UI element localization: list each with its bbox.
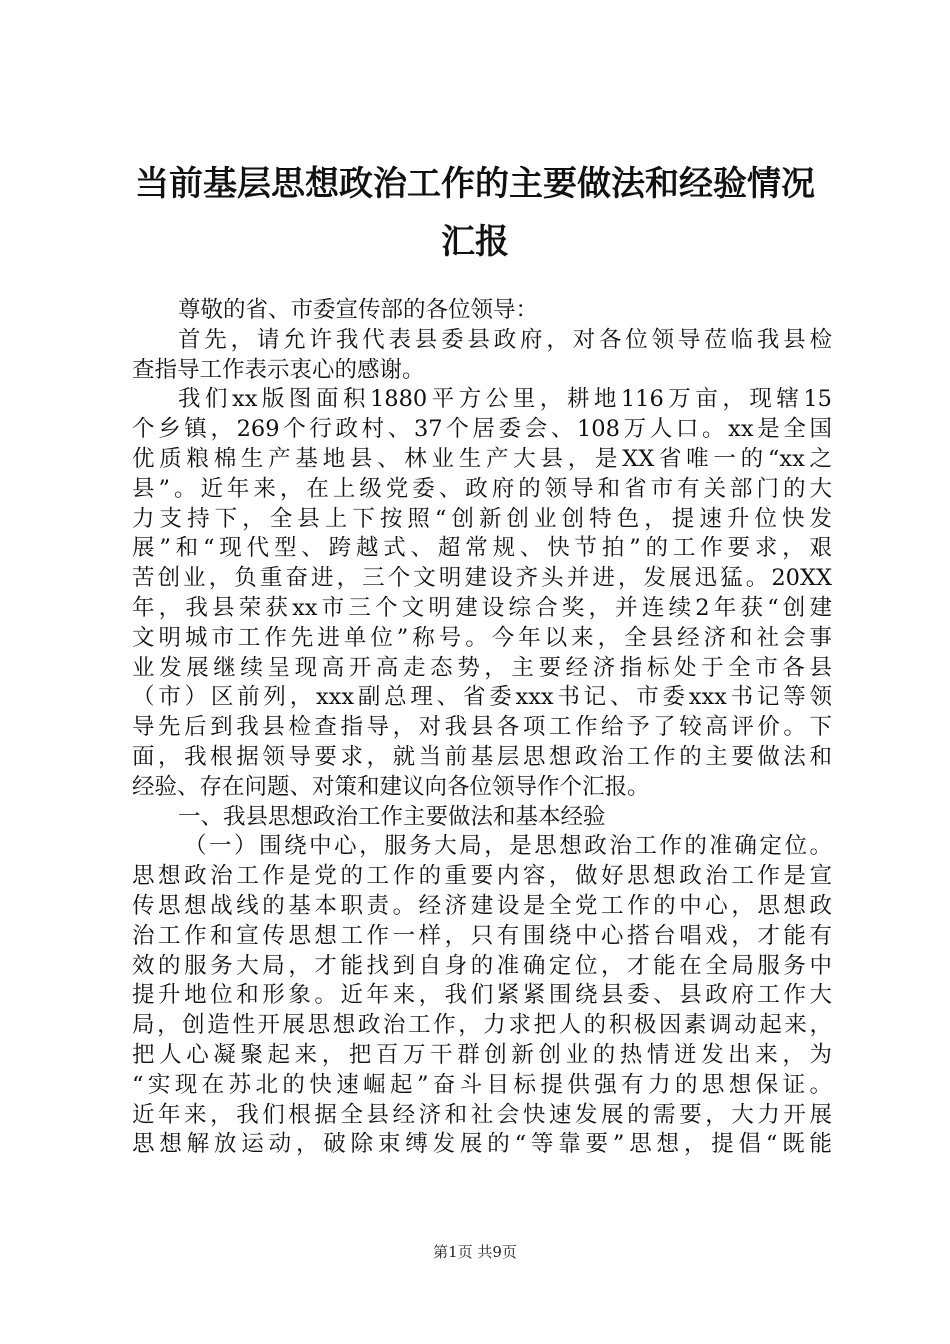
body-line: 把人心凝聚起来，把百万干群创新创业的热情迸发出来，为 (132, 1041, 832, 1068)
body-line: 力支持下，全县上下按照“创新创业创特色，提速升位快发 (132, 505, 832, 532)
body-line: 优质粮棉生产基地县、林业生产大县，是XX省唯一的“xx之 (132, 445, 832, 472)
document-title-line-1: 当前基层思想政治工作的主要做法和经验情况 (135, 164, 815, 204)
body-line: 思想解放运动，破除束缚发展的“等靠要”思想，提倡“既能 (132, 1131, 832, 1158)
body-line: 尊敬的省、市委宣传部的各位领导： (178, 297, 539, 323)
body-line: 苦创业，负重奋进，三个文明建设齐头并进，发展迅猛。20XX (132, 565, 832, 592)
page-footer: 第1页 共9页 (433, 1243, 517, 1261)
body-line: 局，创造性开展思想政治工作，力求把人的积极因素调动起来， (132, 1012, 832, 1039)
body-line: 传思想战线的基本职责。经济建设是全党工作的中心，思想政 (132, 892, 832, 919)
body-line: （一）围绕中心，服务大局，是思想政治工作的准确定位。 (184, 833, 832, 860)
body-line: 县”。近年来，在上级党委、政府的领导和省市有关部门的大 (132, 475, 832, 502)
body-line: 展”和“现代型、跨越式、超常规、快节拍”的工作要求，艰 (132, 535, 832, 562)
body-line: 个乡镇，269个行政村、37个居委会、108万人口。xx是全国 (132, 416, 832, 443)
body-line: 导先后到我县检查指导，对我县各项工作给予了较高评价。下 (132, 714, 832, 741)
body-line: “实现在苏北的快速崛起”奋斗目标提供强有力的思想保证。 (132, 1071, 832, 1098)
body-line: 一、我县思想政治工作主要做法和基本经验 (178, 803, 606, 830)
body-line: 我们xx版图面积1880平方公里，耕地116万亩，现辖15 (178, 386, 832, 413)
body-line: 查指导工作表示衷心的感谢。 (132, 356, 425, 383)
body-line: 面，我根据领导要求，就当前基层思想政治工作的主要做法和 (132, 743, 832, 770)
body-line: 提升地位和形象。近年来，我们紧紧围绕县委、县政府工作大 (132, 982, 832, 1009)
body-line: 业发展继续呈现高开高走态势，主要经济指标处于全市各县 (132, 654, 832, 681)
body-line: 治工作和宣传思想工作一样，只有围绕中心搭台唱戏，才能有 (132, 922, 832, 949)
body-line: 年，我县荣获xx市三个文明建设综合奖，并连续2年获“创建 (132, 594, 832, 621)
body-line: 近年来，我们根据全县经济和社会快速发展的需要，大力开展 (132, 1101, 832, 1128)
document-title-line-2: 汇报 (441, 222, 509, 262)
body-line: 经验、存在问题、对策和建议向各位领导作个汇报。 (132, 773, 650, 800)
body-line: 首先，请允许我代表县委县政府，对各位领导莅临我县检 (178, 326, 832, 353)
body-line: （市）区前列，xxx副总理、省委xxx书记、市委xxx书记等领 (132, 684, 832, 711)
document-body (132, 296, 832, 1160)
body-line: 思想政治工作是党的工作的重要内容，做好思想政治工作是宣 (132, 863, 832, 890)
body-line: 文明城市工作先进单位”称号。今年以来，全县经济和社会事 (132, 624, 832, 651)
body-line: 效的服务大局，才能找到自身的准确定位，才能在全局服务中 (132, 952, 832, 979)
